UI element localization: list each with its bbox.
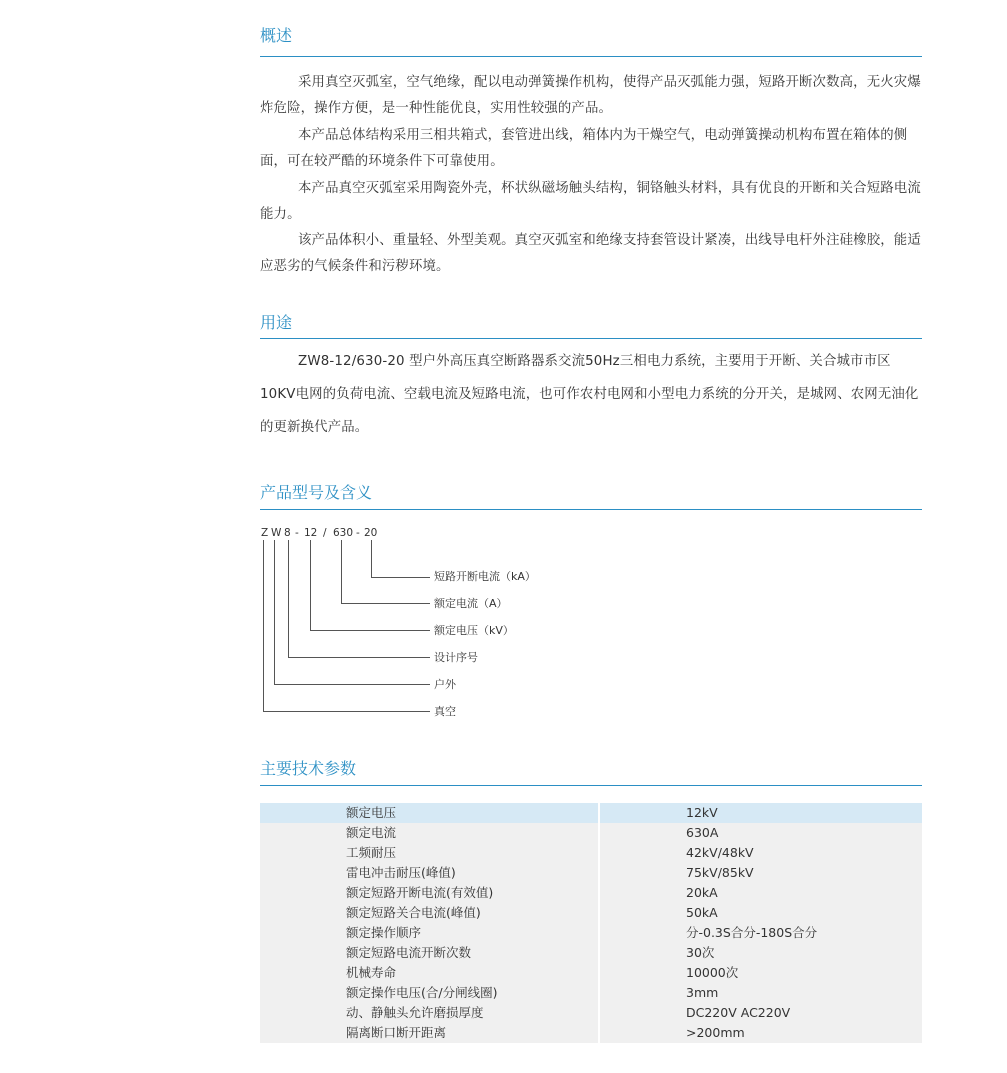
specs-title: 主要技术参数 bbox=[260, 759, 357, 778]
table-row bbox=[260, 1003, 922, 1023]
spec-value: DC220V AC220V bbox=[599, 1003, 922, 1023]
spec-value: 10000次 bbox=[599, 963, 922, 983]
usage-divider bbox=[260, 338, 922, 339]
overview-title: 概述 bbox=[260, 26, 293, 45]
spec-value: 20kA bbox=[599, 883, 922, 903]
label-outdoor: 户外 bbox=[434, 678, 456, 691]
model-divider bbox=[260, 509, 922, 510]
spec-value: 3mm bbox=[599, 983, 922, 1003]
code-part-630: 630 bbox=[333, 527, 354, 539]
code-part-slash: / bbox=[323, 527, 327, 539]
spec-name: 机械寿命 bbox=[260, 963, 599, 983]
table-row bbox=[260, 823, 922, 843]
label-vacuum: 真空 bbox=[434, 705, 456, 718]
table-row bbox=[260, 1023, 922, 1043]
spec-value: 42kV/48kV bbox=[599, 843, 922, 863]
spec-value: 75kV/85kV bbox=[599, 863, 922, 883]
specs-divider bbox=[260, 785, 922, 786]
spec-name: 额定短路电流开断次数 bbox=[260, 943, 599, 963]
spec-name: 额定电流 bbox=[260, 823, 599, 843]
usage-paragraph: ZW8-12/630-20 型户外高压真空断路器系交流50Hz三相电力系统，主要用于开断、关合城市市区10KV电网的负荷电流、空载电流及短路电流，也可作农村电网和小型电力系统的分开关，是城网、农网无油化的更新换代产品。 bbox=[260, 354, 919, 435]
code-part-dash-2: - bbox=[356, 527, 360, 539]
code-part-12: 12 bbox=[304, 527, 318, 539]
spec-name: 额定操作电压(合/分闸线圈) bbox=[260, 983, 599, 1003]
label-rated-current: 额定电流（A） bbox=[434, 597, 508, 610]
spec-name: 雷电冲击耐压(峰值) bbox=[260, 863, 599, 883]
table-row bbox=[260, 903, 922, 923]
spec-name: 额定短路关合电流(峰值) bbox=[260, 903, 599, 923]
table-row bbox=[260, 943, 922, 963]
spec-value: 30次 bbox=[599, 943, 922, 963]
spec-name: 额定电压 bbox=[260, 803, 599, 823]
overview-paragraph-4: 该产品体积小、重量轻、外型美观。真空灭弧室和绝缘支持套管设计紧凑，出线导电杆外注硅橡胶，能适应恶劣的气候条件和污秽环境。 bbox=[260, 233, 921, 274]
label-design-number: 设计序号 bbox=[434, 651, 478, 664]
overview-divider bbox=[260, 56, 922, 57]
table-row bbox=[260, 923, 922, 943]
overview-paragraph-3: 本产品真空灭弧室采用陶瓷外壳，杯状纵磁场触头结构，铜铬触头材料，具有优良的开断和关合短路电流能力。 bbox=[260, 181, 921, 222]
overview-paragraph-1: 采用真空灭弧室，空气绝缘，配以电动弹簧操作机构，使得产品灭弧能力强，短路开断次数高，无火灾爆炸危险，操作方便，是一种性能优良，实用性较强的产品。 bbox=[260, 75, 921, 116]
spec-value: >200mm bbox=[599, 1023, 922, 1043]
spec-value: 12kV bbox=[599, 803, 922, 823]
label-breaking-current: 短路开断电流（kA） bbox=[434, 570, 536, 583]
table-row bbox=[260, 983, 922, 1003]
spec-name: 额定短路开断电流(有效值) bbox=[260, 883, 599, 903]
bracket-vacuum bbox=[263, 540, 430, 712]
usage-title: 用途 bbox=[260, 313, 293, 332]
table-row bbox=[260, 803, 922, 823]
spec-name: 隔离断口断开距离 bbox=[260, 1023, 599, 1043]
table-row bbox=[260, 883, 922, 903]
spec-value: 50kA bbox=[599, 903, 922, 923]
label-rated-voltage: 额定电压（kV） bbox=[434, 624, 514, 637]
table-row bbox=[260, 963, 922, 983]
model-title: 产品型号及含义 bbox=[260, 483, 373, 502]
code-part-8: 8 bbox=[284, 527, 291, 539]
code-part-20: 20 bbox=[364, 527, 378, 539]
spec-name: 动、静触头允许磨损厚度 bbox=[260, 1003, 599, 1023]
code-part-z: Z bbox=[261, 527, 269, 539]
overview-paragraph-2: 本产品总体结构采用三相共箱式，套管进出线，箱体内为干燥空气，电动弹簧操动机构布置在箱体的侧面，可在较严酷的环境条件下可靠使用。 bbox=[260, 128, 908, 169]
code-part-w: W bbox=[271, 527, 282, 539]
spec-value: 分-0.3S合分-180S合分 bbox=[599, 923, 922, 943]
table-row bbox=[260, 843, 922, 863]
table-row bbox=[260, 863, 922, 883]
spec-table bbox=[260, 803, 922, 1043]
code-part-dash-1: - bbox=[295, 527, 299, 539]
spec-name: 工频耐压 bbox=[260, 843, 599, 863]
spec-value: 630A bbox=[599, 823, 922, 843]
spec-name: 额定操作顺序 bbox=[260, 923, 599, 943]
